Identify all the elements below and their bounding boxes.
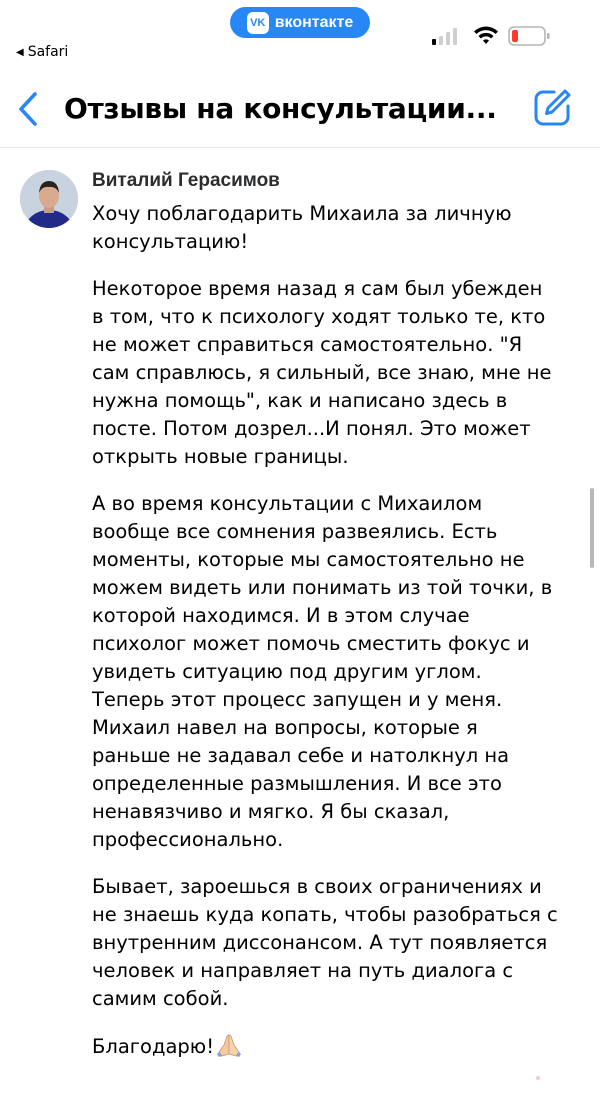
comment-text-line: Бывает, зароешься в своих ограничениях и bbox=[92, 875, 542, 898]
back-triangle-icon: ◀ bbox=[16, 46, 24, 58]
comment-text-line: Благодарю! bbox=[92, 1032, 588, 1061]
comment-text-line: ненавязчиво и мягко. Я бы сказал, bbox=[92, 800, 450, 823]
comment-text-line: вообще все сомнения развеялись. Есть bbox=[92, 520, 498, 543]
comment-text-line: консультацию! bbox=[92, 230, 249, 253]
comment-text-line: определенные размышления. И все это bbox=[92, 772, 502, 795]
comment-text-line: самим собой. bbox=[92, 987, 229, 1010]
edge-marker bbox=[536, 1076, 540, 1080]
chevron-left-icon[interactable] bbox=[16, 90, 42, 128]
comment-text-line: внутренним диссонансом. А тут появляется bbox=[92, 931, 548, 954]
wifi-icon bbox=[472, 24, 500, 46]
comment-text-line: человек и направляет на путь диалога с bbox=[92, 959, 514, 982]
comment-text-line: моменты, которые мы самостоятельно не bbox=[92, 548, 525, 571]
comment-body bbox=[92, 200, 588, 1080]
avatar[interactable] bbox=[20, 170, 78, 228]
comment-paragraph bbox=[92, 873, 588, 1013]
comment-text-line: можем видеть или понимать из той точки, в bbox=[92, 576, 553, 599]
comment-text-line: профессионально. bbox=[92, 828, 284, 851]
folded-hands-icon bbox=[216, 1032, 242, 1058]
comment-paragraph bbox=[92, 1032, 588, 1061]
scrollbar[interactable] bbox=[590, 488, 594, 568]
status-bar bbox=[0, 0, 600, 70]
compose-icon[interactable] bbox=[532, 88, 572, 128]
vk-app-pill[interactable] bbox=[230, 7, 370, 38]
navigation-bar bbox=[0, 70, 600, 148]
comment-text-line: не знаешь куда копать, чтобы разобраться с bbox=[92, 903, 558, 926]
cellular-signal-icon bbox=[432, 28, 457, 45]
comment-author[interactable]: Виталий Герасимов bbox=[92, 170, 280, 191]
battery-low-icon bbox=[508, 26, 550, 46]
comment-text-line: которой находимся. И в этом случае bbox=[92, 604, 470, 627]
comment-text-line: раньше не задавал себе и натолкнул на bbox=[92, 744, 510, 767]
comment-text-line: в том, что к психологу ходят только те, кто bbox=[92, 305, 546, 328]
comment-text-line: нужна помощь", как и написано здесь в bbox=[92, 389, 508, 412]
comment-text-line: Некоторое время назад я сам был убежден bbox=[92, 277, 543, 300]
comment-text-line: открыть новые границы. bbox=[92, 445, 349, 468]
page-title: Отзывы на консультации... bbox=[64, 92, 497, 125]
back-to-safari-label: Safari bbox=[27, 44, 69, 60]
comment-text-line: увидеть ситуацию под другим углом. bbox=[92, 660, 482, 683]
comment-text-line: А во время консультации с Михаилом bbox=[92, 492, 483, 515]
vk-logo-icon: VK bbox=[247, 12, 269, 34]
comment-paragraph bbox=[92, 275, 588, 471]
comment-text-line: Михаил навел на вопросы, которые я bbox=[92, 716, 478, 739]
comment-text-line: посте. Потом дозрел...И понял. Это может bbox=[92, 417, 531, 440]
comment-text-line: Теперь этот процесс запущен и у меня. bbox=[92, 688, 503, 711]
back-to-safari-link[interactable] bbox=[16, 44, 68, 60]
comment-paragraph bbox=[92, 490, 588, 854]
comment-text-line: не может справиться самостоятельно. "Я bbox=[92, 333, 523, 356]
comment-text-line: Хочу поблагодарить Михаила за личную bbox=[92, 202, 512, 225]
comment-text-line: психолог может помочь сместить фокус и bbox=[92, 632, 530, 655]
comment-paragraph bbox=[92, 200, 588, 256]
comment-text-line: сам справлюсь, я сильный, все знаю, мне не bbox=[92, 361, 552, 384]
vk-app-label: вконтакте bbox=[274, 13, 354, 31]
